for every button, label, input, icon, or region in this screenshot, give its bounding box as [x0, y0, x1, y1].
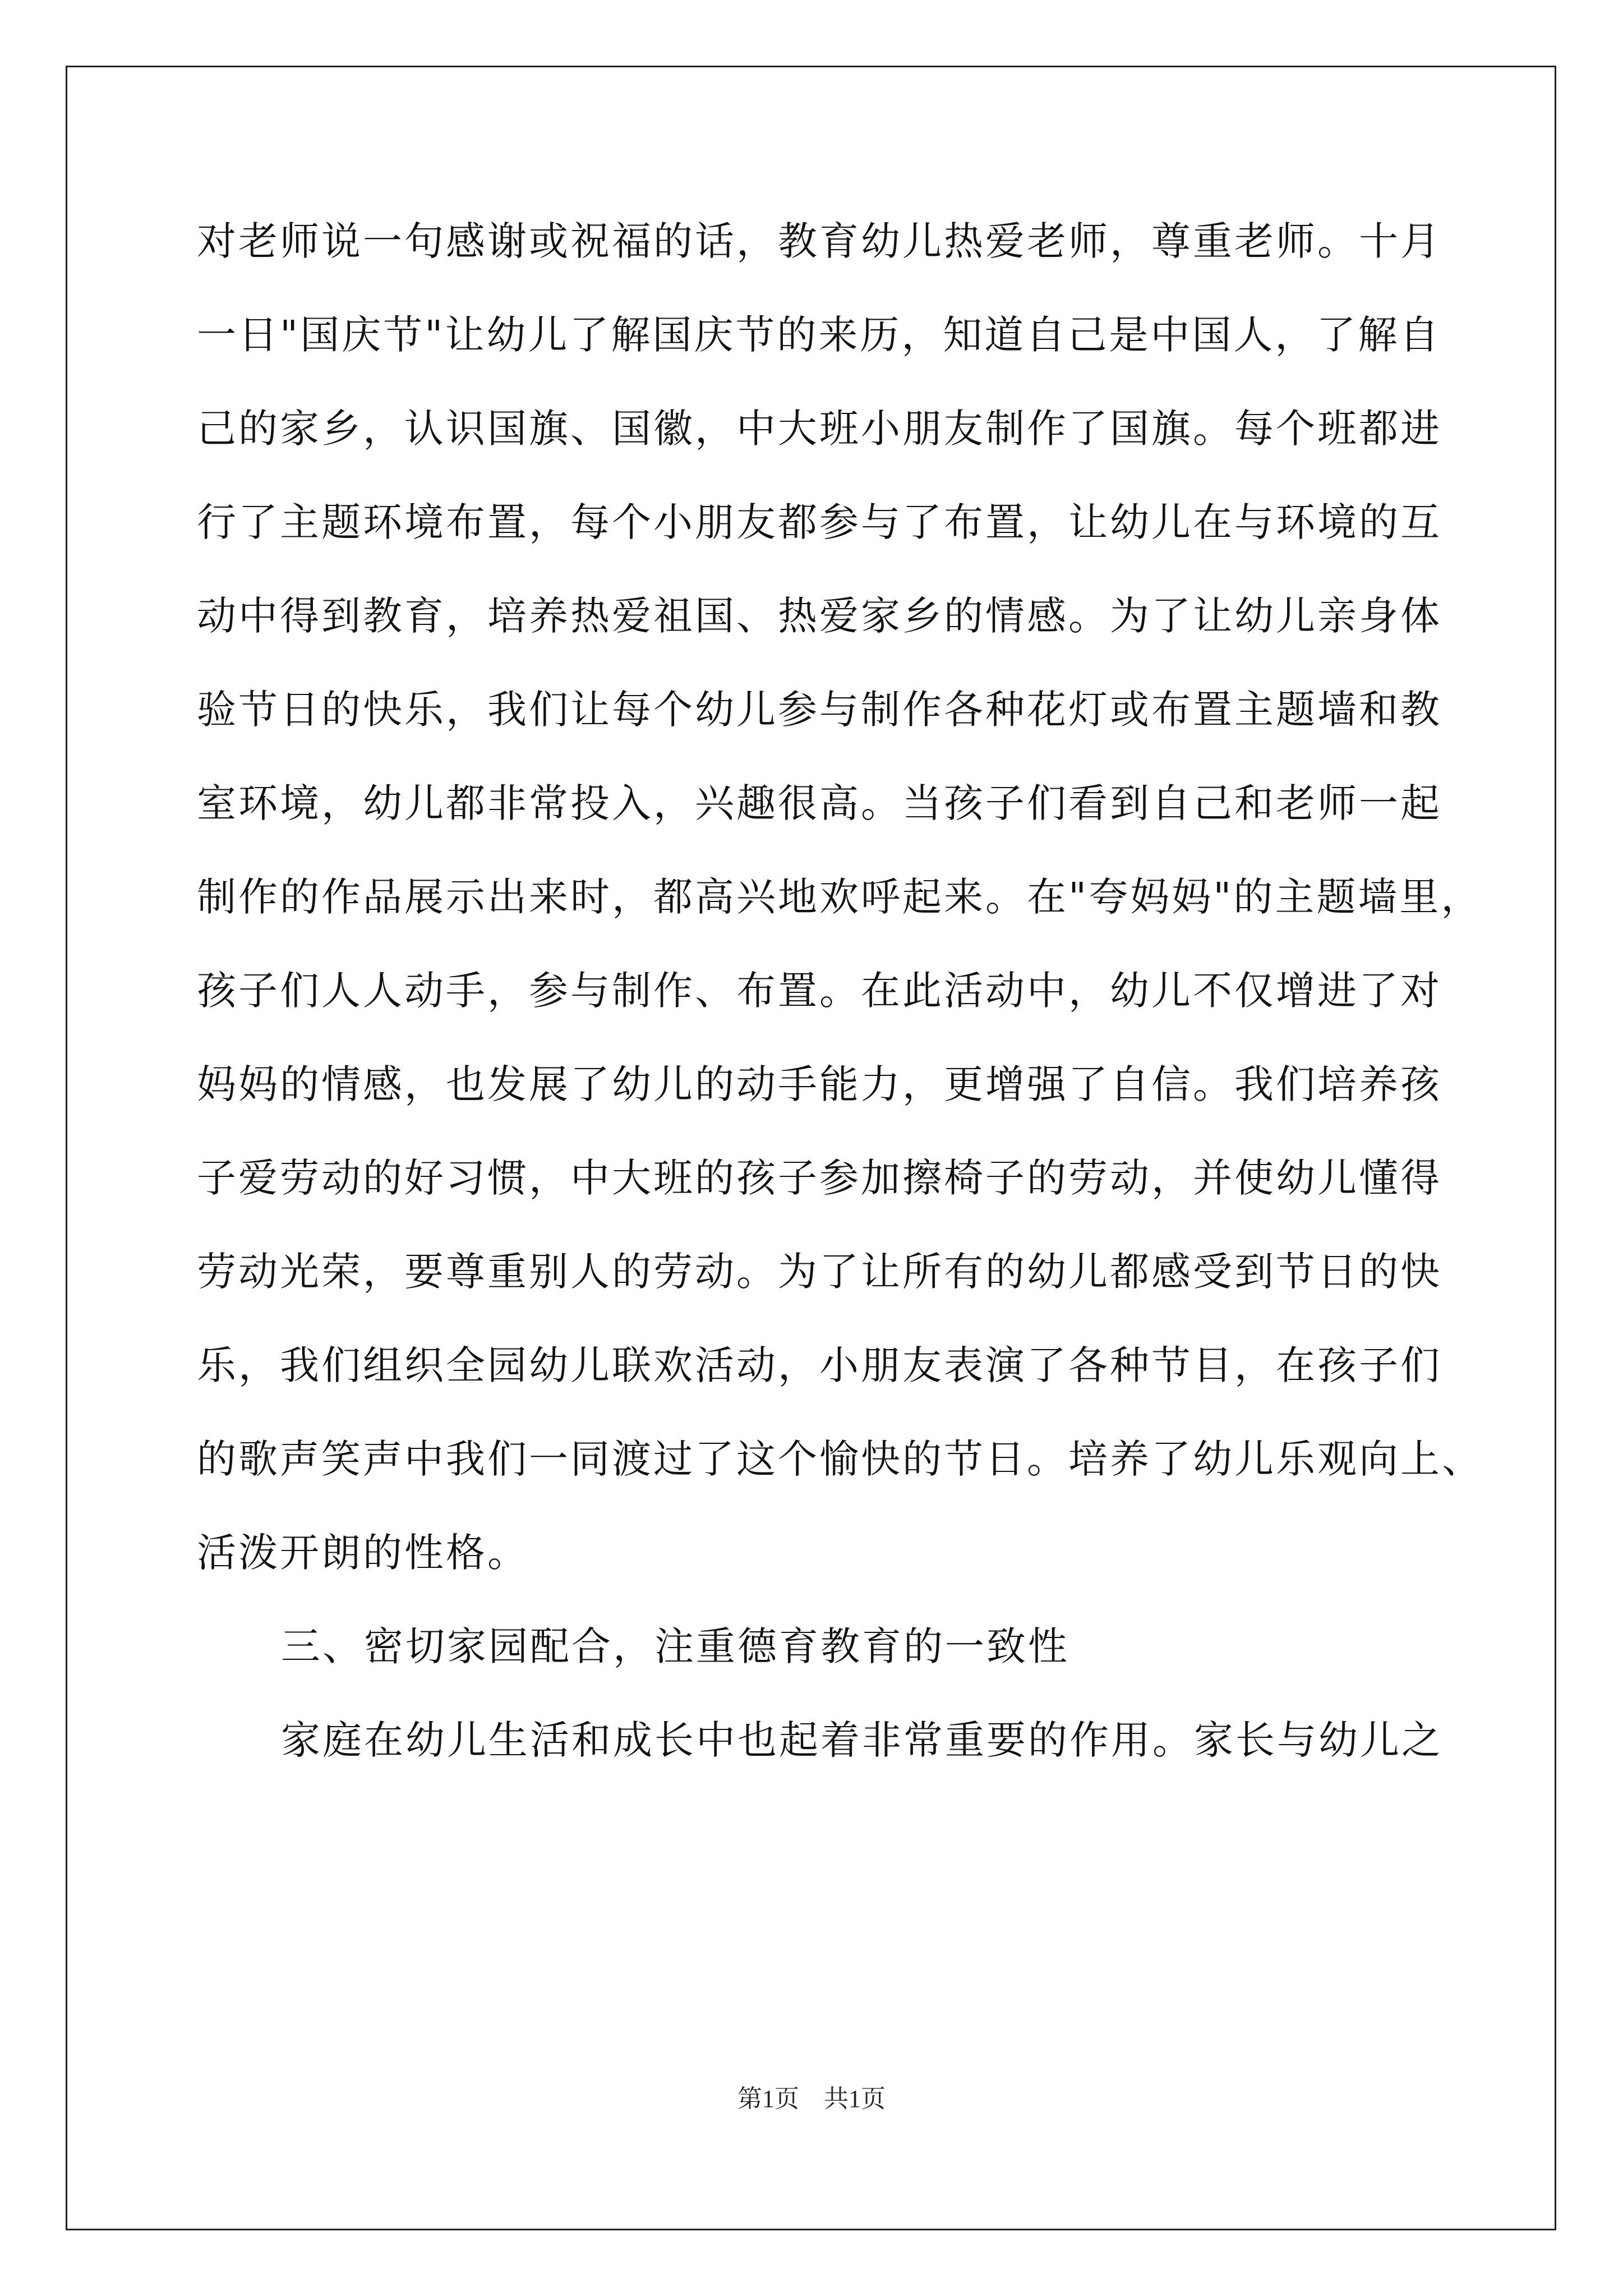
page-number-footer: 第1页 共1页	[737, 2085, 886, 2113]
paragraph-line: 乐，我们组织全园幼儿联欢活动，小朋友表演了各种节目，在孩子们	[197, 1342, 1442, 1388]
paragraph-line: 的歌声笑声中我们一同渡过了这个愉快的节日。培养了幼儿乐观向上、	[197, 1436, 1483, 1482]
paragraph-line: 活泼开朗的性格。	[197, 1530, 529, 1576]
paragraph-line: 室环境，幼儿都非常投入，兴趣很高。当孩子们看到自己和老师一起	[197, 780, 1442, 826]
paragraph-line: 子爱劳动的好习惯，中大班的孩子参加擦椅子的劳动，并使幼儿懂得	[197, 1155, 1442, 1201]
paragraph-line: 验节日的快乐，我们让每个幼儿参与制作各种花灯或布置主题墙和教	[197, 687, 1442, 733]
section-heading: 三、密切家园配合，注重德育教育的一致性	[281, 1623, 1069, 1669]
paragraph-line: 孩子们人人动手，参与制作、布置。在此活动中，幼儿不仅增进了对	[197, 968, 1442, 1014]
paragraph-line: 劳动光荣，要尊重别人的劳动。为了让所有的幼儿都感受到节日的快	[197, 1249, 1442, 1295]
paragraph-line: 制作的作品展示出来时，都高兴地欢呼起来。在"夸妈妈"的主题墙里，	[197, 874, 1483, 920]
paragraph-line: 一日"国庆节"让幼儿了解国庆节的来历，知道自己是中国人，了解自	[197, 312, 1441, 358]
paragraph-line: 行了主题环境布置，每个小朋友都参与了布置，让幼儿在与环境的互	[197, 499, 1442, 545]
paragraph-line: 对老师说一句感谢或祝福的话，教育幼儿热爱老师，尊重老师。十月	[197, 218, 1442, 264]
paragraph-line: 动中得到教育，培养热爱祖国、热爱家乡的情感。为了让幼儿亲身体	[197, 593, 1442, 639]
paragraph-line: 家庭在幼儿生活和成长中也起着非常重要的作用。家长与幼儿之	[281, 1717, 1443, 1763]
paragraph-line: 己的家乡，认识国旗、国徽，中大班小朋友制作了国旗。每个班都进	[197, 406, 1442, 452]
page-border	[66, 66, 1556, 2230]
paragraph-line: 妈妈的情感，也发展了幼儿的动手能力，更增强了自信。我们培养孩	[197, 1061, 1442, 1107]
